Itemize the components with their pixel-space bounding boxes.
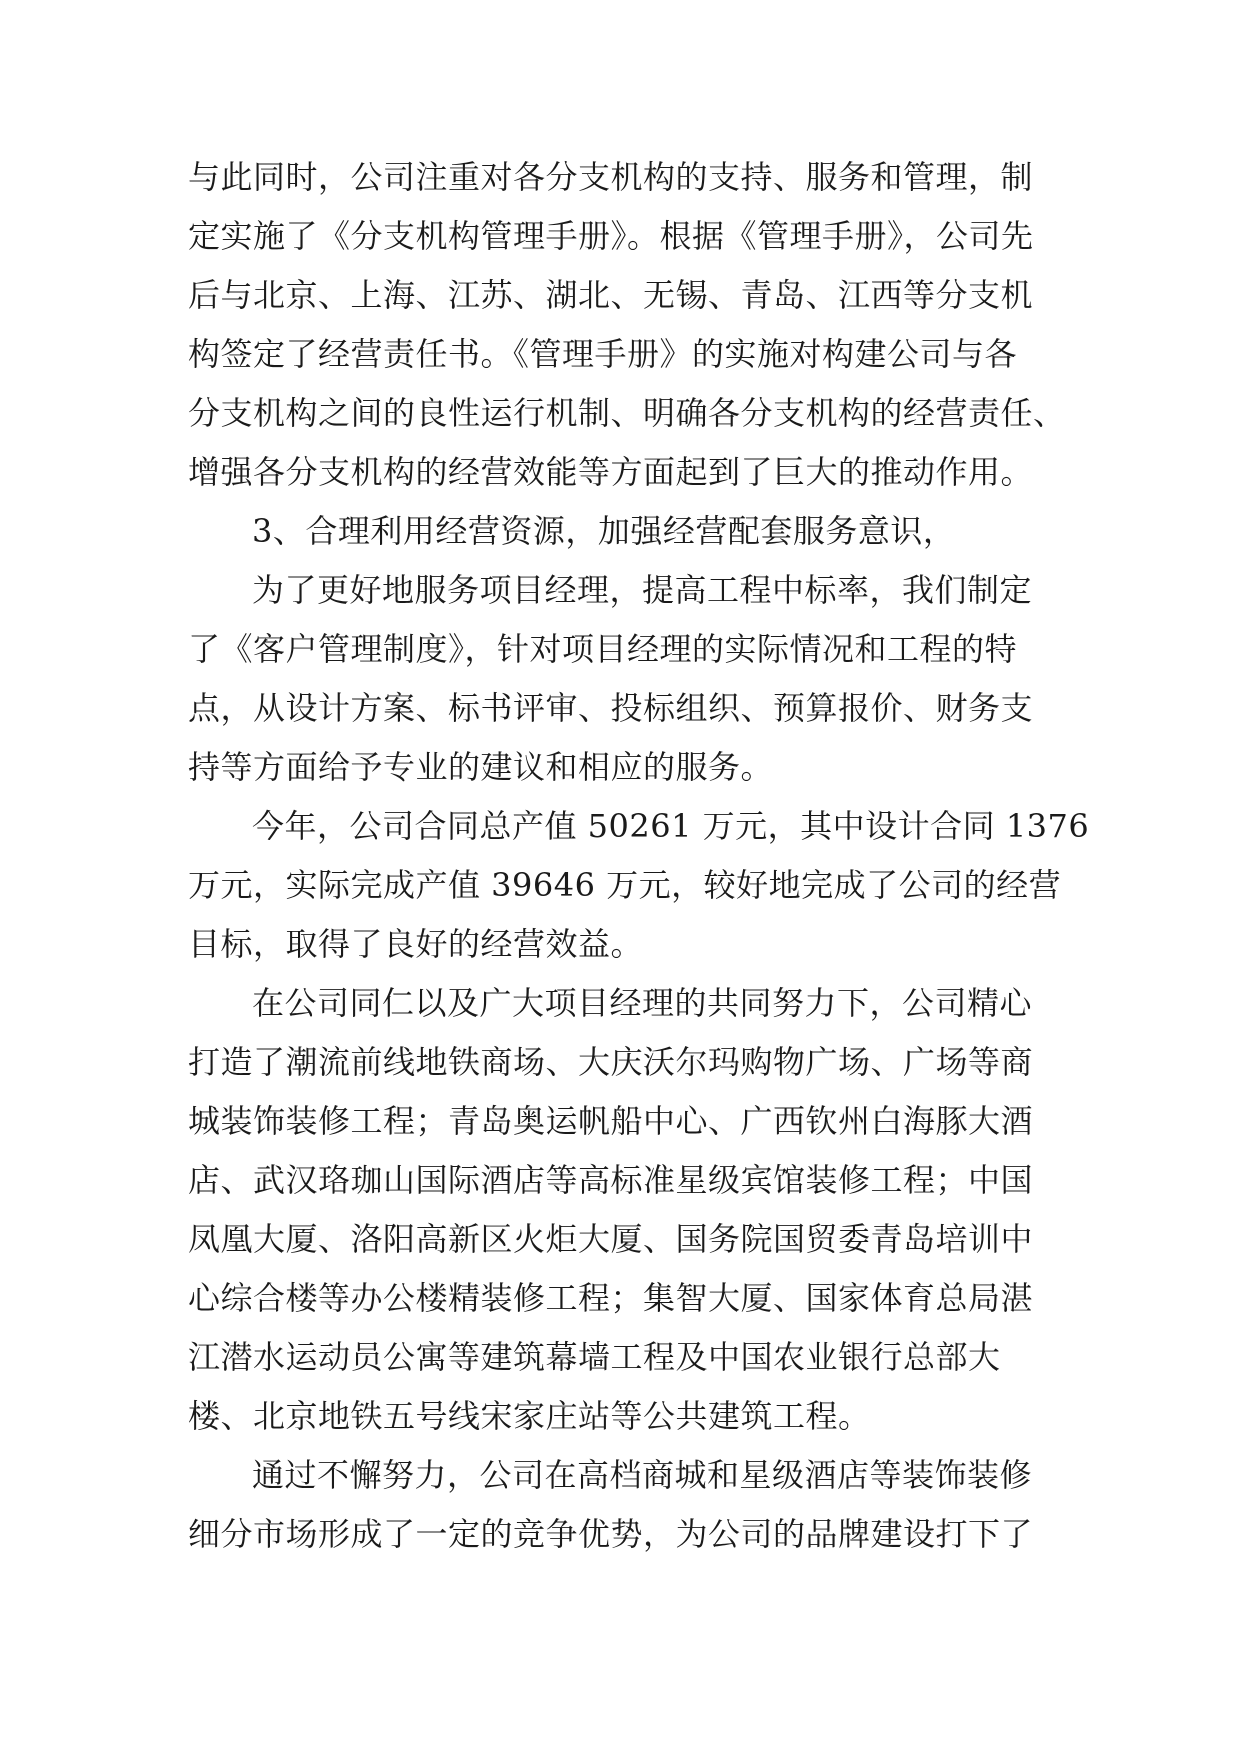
text-line: 增强各分支机构的经营效能等方面起到了巨大的推动作用。 <box>188 453 1034 491</box>
document-body <box>188 148 1090 1564</box>
text-line: 持等方面给予专业的建议和相应的服务。 <box>188 748 774 786</box>
text-line: 目标，取得了良好的经营效益。 <box>188 925 644 963</box>
text-line: 通过不懈努力，公司在高档商城和星级酒店等装饰装修 <box>252 1456 1033 1494</box>
text-line: 心综合楼等办公楼精装修工程；集智大厦、国家体育总局湛 <box>188 1279 1034 1317</box>
text-line: 构签定了经营责任书。《管理手册》的实施对构建公司与各 <box>188 335 1018 373</box>
text-line: 分支机构之间的良性运行机制、明确各分支机构的经营责任、 <box>188 394 1066 432</box>
text-line: 万元，实际完成产值 39646 万元，较好地完成了公司的经营 <box>188 866 1062 904</box>
text-line: 细分市场形成了一定的竞争优势，为公司的品牌建设打下了 <box>188 1515 1034 1553</box>
text-line: 与此同时，公司注重对各分支机构的支持、服务和管理，制 <box>188 158 1034 196</box>
text-line: 定实施了《分支机构管理手册》。根据《管理手册》，公司先 <box>188 217 1034 255</box>
text-line: 为了更好地服务项目经理，提高工程中标率，我们制定 <box>252 571 1033 609</box>
text-line: 城装饰装修工程；青岛奥运帆船中心、广西钦州白海豚大酒 <box>188 1102 1034 1140</box>
text-line: 点，从设计方案、标书评审、投标组织、预算报价、财务支 <box>188 689 1034 727</box>
text-line: 江潜水运动员公寓等建筑幕墙工程及中国农业银行总部大 <box>188 1338 1001 1376</box>
text-line: 楼、北京地铁五号线宋家庄站等公共建筑工程。 <box>188 1397 871 1435</box>
text-line: 店、武汉珞珈山国际酒店等高标准星级宾馆装修工程；中国 <box>188 1161 1034 1199</box>
text-line: 凤凰大厦、洛阳高新区火炬大厦、国务院国贸委青岛培训中 <box>188 1220 1034 1258</box>
text-line: 后与北京、上海、江苏、湖北、无锡、青岛、江西等分支机 <box>188 276 1034 314</box>
text-line: 在公司同仁以及广大项目经理的共同努力下，公司精心 <box>252 984 1033 1022</box>
text-line: 了《客户管理制度》，针对项目经理的实际情况和工程的特 <box>188 630 1018 668</box>
text-line: 今年，公司合同总产值 50261 万元，其中设计合同 1376 <box>252 807 1090 845</box>
section-heading: 3、合理利用经营资源，加强经营配套服务意识， <box>252 512 956 550</box>
text-line: 打造了潮流前线地铁商场、大庆沃尔玛购物广场、广场等商 <box>188 1043 1034 1081</box>
